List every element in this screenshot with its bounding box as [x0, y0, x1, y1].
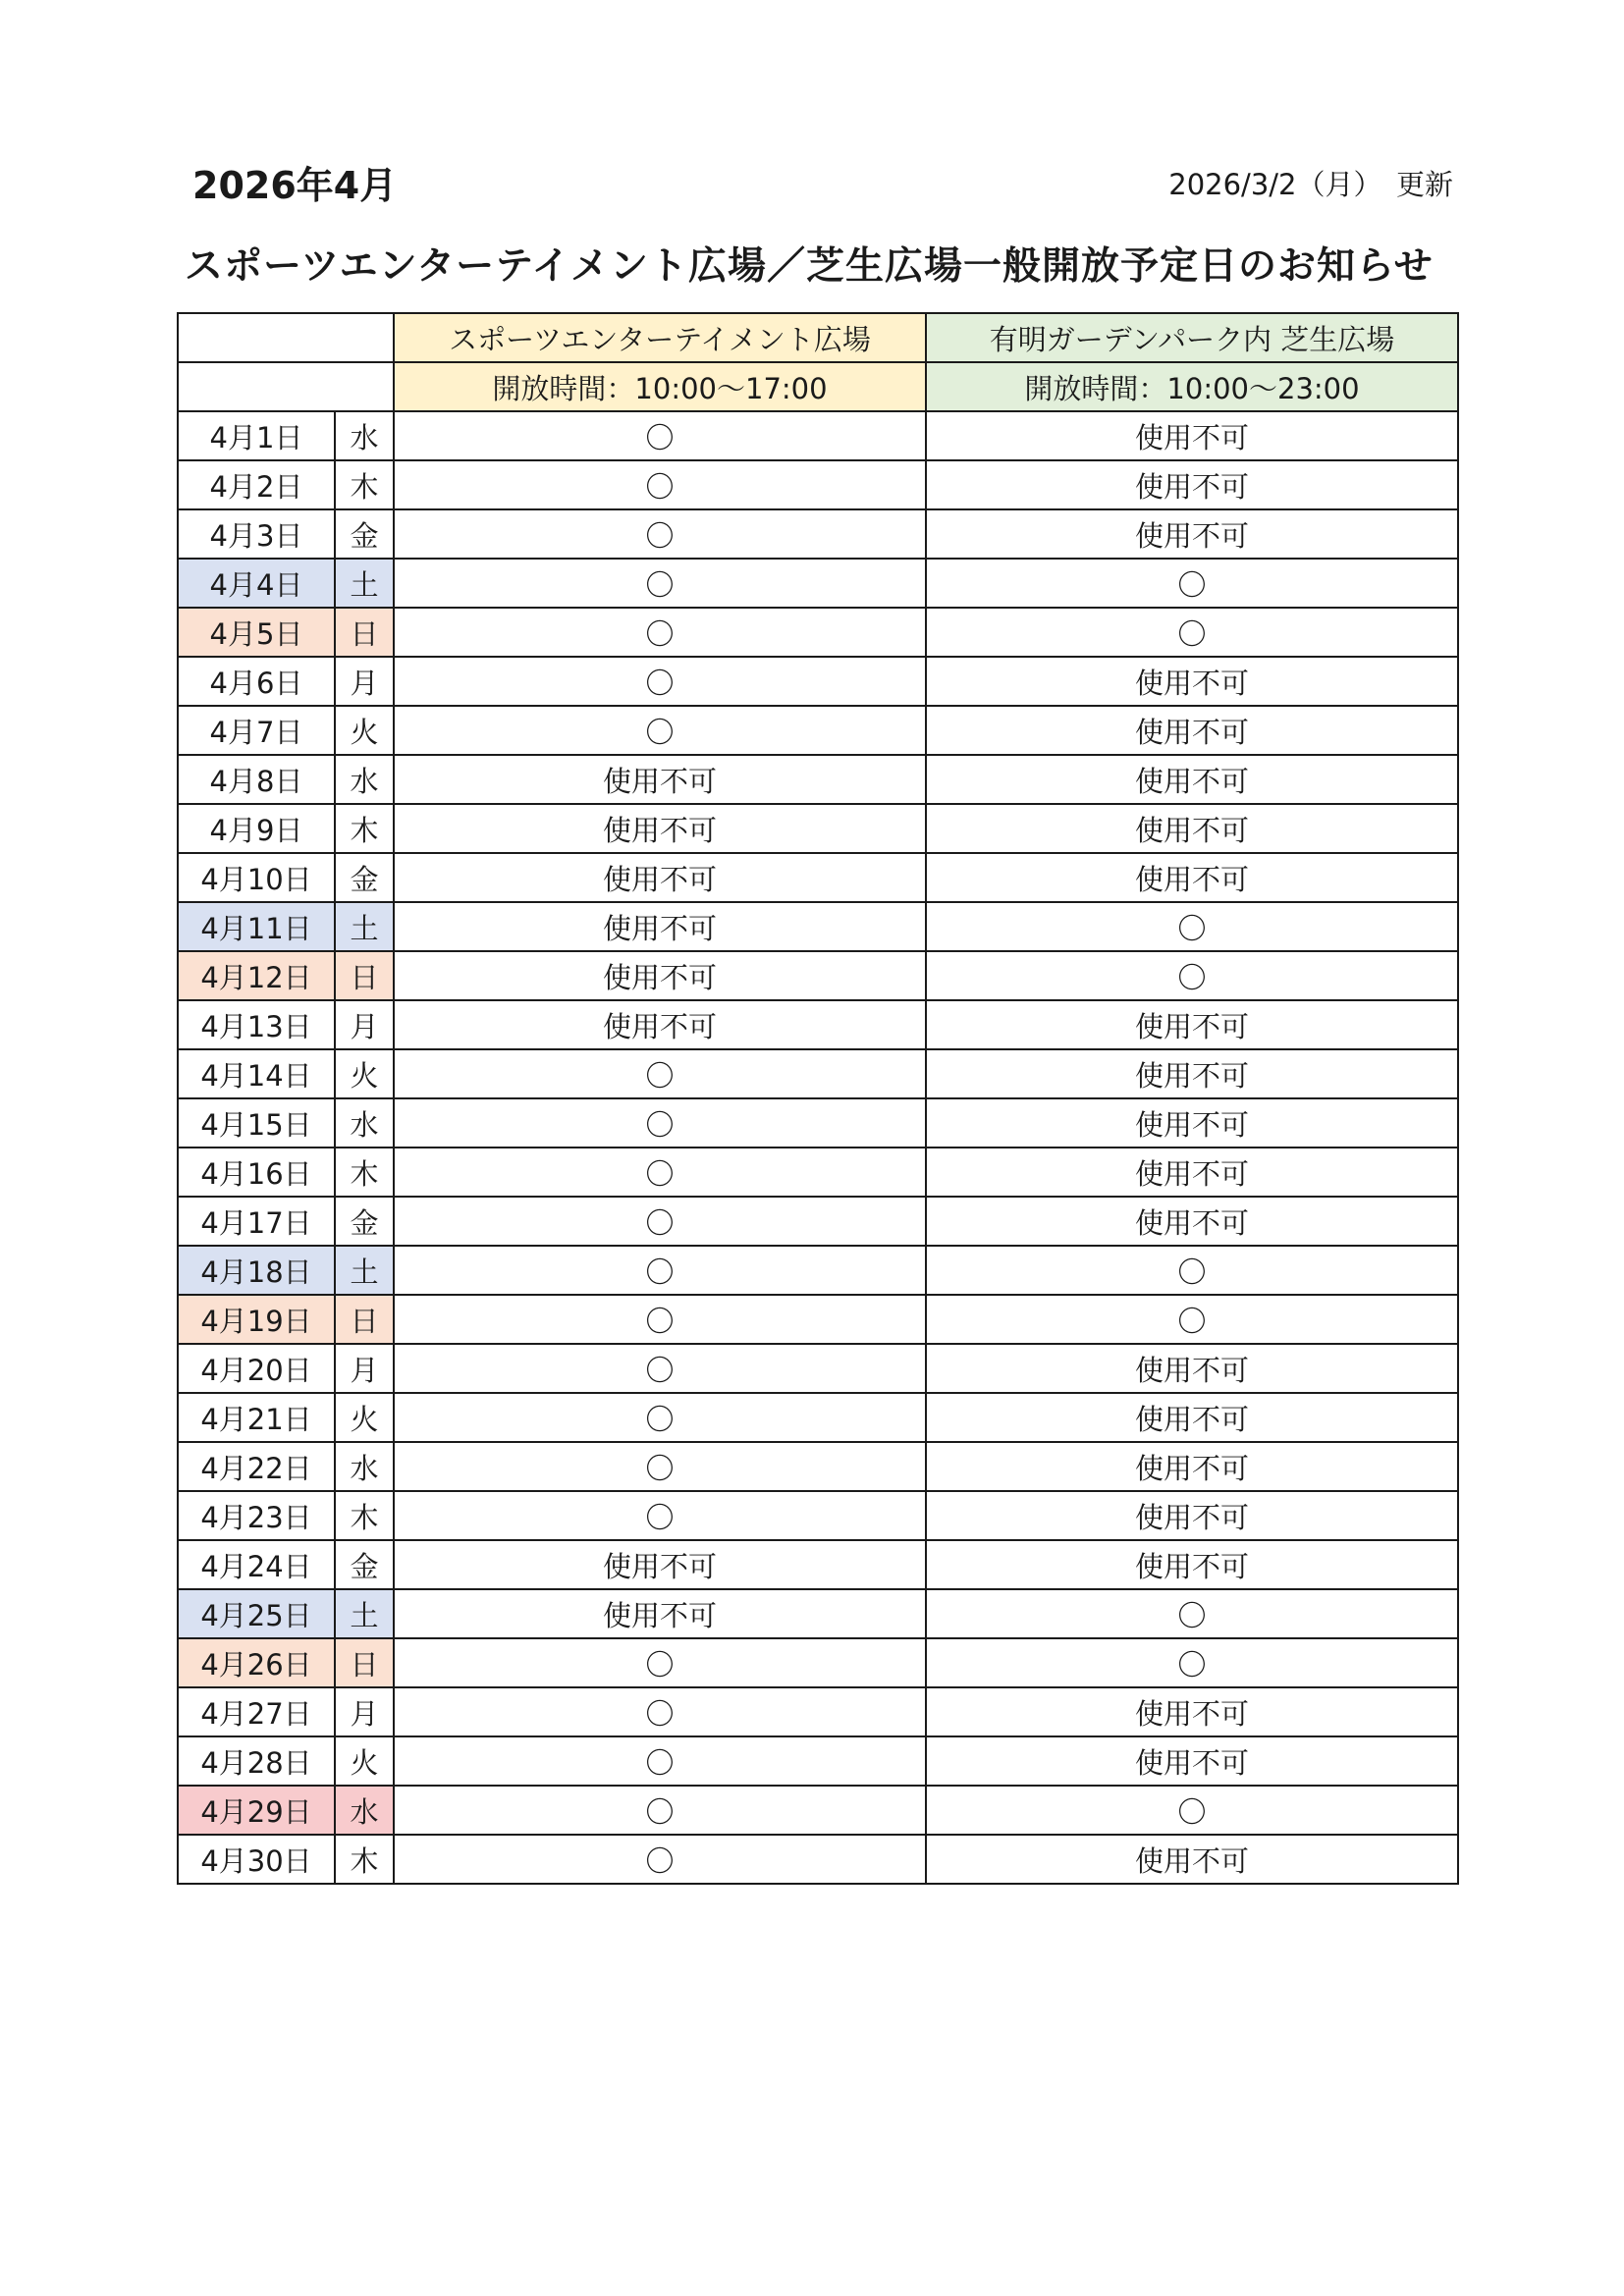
- sports-plaza-status: 〇: [394, 1197, 926, 1246]
- weekday-cell: 金: [335, 1197, 394, 1246]
- weekday-cell: 土: [335, 902, 394, 951]
- weekday-cell: 木: [335, 1835, 394, 1884]
- weekday-cell: 日: [335, 1295, 394, 1344]
- lawn-plaza-status: 〇: [926, 902, 1458, 951]
- table-row: [178, 1835, 1458, 1884]
- table-row: [178, 559, 1458, 608]
- sports-plaza-status: 〇: [394, 608, 926, 657]
- date-cell: 4月8日: [178, 755, 335, 804]
- lawn-plaza-status: 使用不可: [926, 1049, 1458, 1098]
- column-header-sports-plaza: スポーツエンターテイメント広場: [394, 313, 926, 362]
- sports-plaza-status: 〇: [394, 1246, 926, 1295]
- header-row-hours: [178, 362, 1458, 411]
- sports-plaza-status: 使用不可: [394, 853, 926, 902]
- date-cell: 4月2日: [178, 460, 335, 509]
- updated-date: 2026/3/2（月） 更新: [1168, 168, 1453, 201]
- sports-plaza-status: 使用不可: [394, 804, 926, 853]
- table-row: [178, 1491, 1458, 1540]
- table-row: [178, 951, 1458, 1000]
- weekday-cell: 土: [335, 559, 394, 608]
- weekday-cell: 木: [335, 1491, 394, 1540]
- date-cell: 4月10日: [178, 853, 335, 902]
- lawn-plaza-status: 使用不可: [926, 1098, 1458, 1148]
- header-blank-cell: [178, 362, 394, 411]
- sports-plaza-status: 〇: [394, 411, 926, 460]
- weekday-cell: 火: [335, 1393, 394, 1442]
- weekday-cell: 木: [335, 460, 394, 509]
- date-cell: 4月25日: [178, 1589, 335, 1638]
- lawn-plaza-status: 使用不可: [926, 1835, 1458, 1884]
- sports-plaza-status: 使用不可: [394, 755, 926, 804]
- date-cell: 4月29日: [178, 1786, 335, 1835]
- lawn-plaza-status: 使用不可: [926, 1148, 1458, 1197]
- header-row-names: [178, 313, 1458, 362]
- weekday-cell: 火: [335, 706, 394, 755]
- weekday-cell: 水: [335, 1098, 394, 1148]
- sports-plaza-status: 〇: [394, 1295, 926, 1344]
- table-row: [178, 1148, 1458, 1197]
- weekday-cell: 日: [335, 951, 394, 1000]
- sports-plaza-status: 使用不可: [394, 1540, 926, 1589]
- date-cell: 4月23日: [178, 1491, 335, 1540]
- date-cell: 4月14日: [178, 1049, 335, 1098]
- table-row: [178, 509, 1458, 559]
- date-cell: 4月3日: [178, 509, 335, 559]
- lawn-plaza-status: 〇: [926, 1589, 1458, 1638]
- lawn-plaza-status: 使用不可: [926, 657, 1458, 706]
- sports-plaza-status: 〇: [394, 1687, 926, 1736]
- weekday-cell: 月: [335, 1687, 394, 1736]
- weekday-cell: 水: [335, 1786, 394, 1835]
- date-cell: 4月13日: [178, 1000, 335, 1049]
- sports-plaza-status: 〇: [394, 1786, 926, 1835]
- weekday-cell: 金: [335, 1540, 394, 1589]
- sports-plaza-status: 〇: [394, 1049, 926, 1098]
- table-row: [178, 1246, 1458, 1295]
- date-cell: 4月28日: [178, 1736, 335, 1786]
- table-row: [178, 706, 1458, 755]
- table-row: [178, 1295, 1458, 1344]
- lawn-plaza-status: 〇: [926, 1295, 1458, 1344]
- sports-plaza-status: 〇: [394, 559, 926, 608]
- date-cell: 4月24日: [178, 1540, 335, 1589]
- table-row: [178, 902, 1458, 951]
- date-cell: 4月30日: [178, 1835, 335, 1884]
- table-row: [178, 1638, 1458, 1687]
- weekday-cell: 日: [335, 1638, 394, 1687]
- date-cell: 4月12日: [178, 951, 335, 1000]
- lawn-plaza-status: 〇: [926, 1786, 1458, 1835]
- month-title: 2026年4月: [192, 164, 398, 207]
- table-row: [178, 755, 1458, 804]
- lawn-plaza-status: 使用不可: [926, 1491, 1458, 1540]
- weekday-cell: 木: [335, 804, 394, 853]
- sports-plaza-status: 〇: [394, 1098, 926, 1148]
- sports-plaza-status: 〇: [394, 1442, 926, 1491]
- table-row: [178, 1393, 1458, 1442]
- lawn-plaza-status: 〇: [926, 951, 1458, 1000]
- sports-plaza-status: 使用不可: [394, 902, 926, 951]
- date-cell: 4月27日: [178, 1687, 335, 1736]
- lawn-plaza-status: 使用不可: [926, 755, 1458, 804]
- table-row: [178, 1197, 1458, 1246]
- sports-plaza-status: 〇: [394, 1736, 926, 1786]
- lawn-plaza-status: 使用不可: [926, 460, 1458, 509]
- weekday-cell: 火: [335, 1736, 394, 1786]
- weekday-cell: 月: [335, 1000, 394, 1049]
- lawn-plaza-status: 使用不可: [926, 706, 1458, 755]
- table-row: [178, 1000, 1458, 1049]
- date-cell: 4月16日: [178, 1148, 335, 1197]
- weekday-cell: 木: [335, 1148, 394, 1197]
- lawn-plaza-status: 使用不可: [926, 1736, 1458, 1786]
- date-cell: 4月21日: [178, 1393, 335, 1442]
- date-cell: 4月15日: [178, 1098, 335, 1148]
- weekday-cell: 月: [335, 1344, 394, 1393]
- lawn-plaza-status: 使用不可: [926, 509, 1458, 559]
- sports-plaza-status: 〇: [394, 1835, 926, 1884]
- lawn-plaza-status: 〇: [926, 1246, 1458, 1295]
- table-row: [178, 853, 1458, 902]
- sports-plaza-status: 〇: [394, 509, 926, 559]
- header-blank-cell: [178, 313, 394, 362]
- weekday-cell: 水: [335, 411, 394, 460]
- table-row: [178, 1049, 1458, 1098]
- date-cell: 4月5日: [178, 608, 335, 657]
- date-cell: 4月18日: [178, 1246, 335, 1295]
- table-row: [178, 1442, 1458, 1491]
- weekday-cell: 水: [335, 1442, 394, 1491]
- lawn-plaza-status: 使用不可: [926, 804, 1458, 853]
- sports-plaza-status: 〇: [394, 657, 926, 706]
- sports-plaza-status: 〇: [394, 1148, 926, 1197]
- lawn-plaza-status: 使用不可: [926, 1540, 1458, 1589]
- weekday-cell: 火: [335, 1049, 394, 1098]
- sports-plaza-status: 〇: [394, 1344, 926, 1393]
- schedule-table: [177, 312, 1459, 1885]
- date-cell: 4月6日: [178, 657, 335, 706]
- lawn-plaza-status: 〇: [926, 1638, 1458, 1687]
- weekday-cell: 土: [335, 1246, 394, 1295]
- hours-lawn-plaza: 開放時間：10:00～23:00: [926, 362, 1458, 411]
- lawn-plaza-status: 使用不可: [926, 1000, 1458, 1049]
- table-row: [178, 657, 1458, 706]
- lawn-plaza-status: 使用不可: [926, 411, 1458, 460]
- lawn-plaza-status: 使用不可: [926, 1442, 1458, 1491]
- table-row: [178, 804, 1458, 853]
- date-cell: 4月22日: [178, 1442, 335, 1491]
- sports-plaza-status: 〇: [394, 1638, 926, 1687]
- lawn-plaza-status: 使用不可: [926, 1687, 1458, 1736]
- table-row: [178, 460, 1458, 509]
- date-cell: 4月17日: [178, 1197, 335, 1246]
- table-row: [178, 1344, 1458, 1393]
- date-cell: 4月9日: [178, 804, 335, 853]
- hours-sports-plaza: 開放時間：10:00～17:00: [394, 362, 926, 411]
- sports-plaza-status: 使用不可: [394, 1000, 926, 1049]
- weekday-cell: 月: [335, 657, 394, 706]
- table-row: [178, 1736, 1458, 1786]
- date-cell: 4月26日: [178, 1638, 335, 1687]
- date-cell: 4月1日: [178, 411, 335, 460]
- lawn-plaza-status: 使用不可: [926, 1393, 1458, 1442]
- sports-plaza-status: 〇: [394, 460, 926, 509]
- document-title: スポーツエンターテイメント広場／芝生広場一般開放予定日のお知らせ: [185, 244, 1434, 289]
- date-cell: 4月19日: [178, 1295, 335, 1344]
- date-cell: 4月4日: [178, 559, 335, 608]
- lawn-plaza-status: 使用不可: [926, 1344, 1458, 1393]
- table-row: [178, 411, 1458, 460]
- sports-plaza-status: 〇: [394, 1491, 926, 1540]
- sports-plaza-status: 〇: [394, 1393, 926, 1442]
- sports-plaza-status: 〇: [394, 706, 926, 755]
- table-row: [178, 1540, 1458, 1589]
- weekday-cell: 金: [335, 509, 394, 559]
- weekday-cell: 水: [335, 755, 394, 804]
- date-cell: 4月11日: [178, 902, 335, 951]
- date-cell: 4月20日: [178, 1344, 335, 1393]
- weekday-cell: 金: [335, 853, 394, 902]
- table-row: [178, 1589, 1458, 1638]
- weekday-cell: 日: [335, 608, 394, 657]
- table-row: [178, 1098, 1458, 1148]
- table-row: [178, 608, 1458, 657]
- sports-plaza-status: 使用不可: [394, 951, 926, 1000]
- table-row: [178, 1687, 1458, 1736]
- lawn-plaza-status: 使用不可: [926, 1197, 1458, 1246]
- sports-plaza-status: 使用不可: [394, 1589, 926, 1638]
- lawn-plaza-status: 使用不可: [926, 853, 1458, 902]
- lawn-plaza-status: 〇: [926, 608, 1458, 657]
- date-cell: 4月7日: [178, 706, 335, 755]
- table-row: [178, 1786, 1458, 1835]
- column-header-lawn-plaza: 有明ガーデンパーク内 芝生広場: [926, 313, 1458, 362]
- weekday-cell: 土: [335, 1589, 394, 1638]
- lawn-plaza-status: 〇: [926, 559, 1458, 608]
